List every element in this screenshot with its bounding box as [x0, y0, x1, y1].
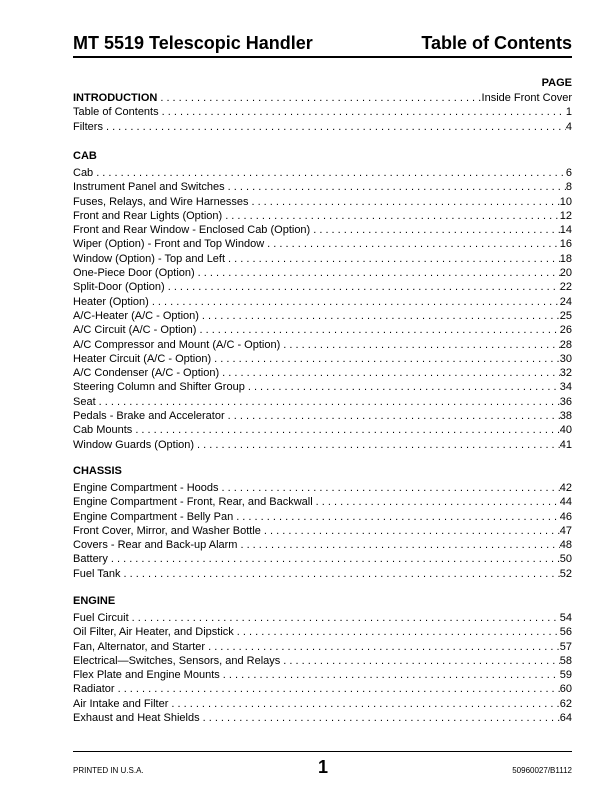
- dot-leader: [251, 195, 559, 209]
- toc-entry-page: 18: [559, 252, 572, 265]
- toc-entry[interactable]: [73, 495, 572, 509]
- toc-entry-label: A/C Circuit (A/C - Option): [73, 324, 197, 337]
- dot-leader: [132, 611, 560, 625]
- toc-entry[interactable]: [73, 423, 572, 437]
- toc-entry[interactable]: [73, 538, 572, 552]
- toc-entry[interactable]: [73, 438, 572, 452]
- footer-printed: PRINTED IN U.S.A.: [73, 766, 144, 775]
- toc-entry-page: 25: [559, 309, 572, 322]
- toc-entry-label: A/C Compressor and Mount (A/C - Option): [73, 338, 281, 351]
- dot-leader: [118, 682, 560, 696]
- toc-entry[interactable]: [73, 352, 572, 366]
- toc-intro: [73, 91, 572, 134]
- toc-entry-label: A/C Condenser (A/C - Option): [73, 367, 220, 380]
- toc-entry-label: Electrical—Switches, Sensors, and Relays: [73, 654, 281, 667]
- toc-entry-page: 59: [559, 669, 572, 682]
- toc-entry[interactable]: [73, 237, 572, 251]
- toc-entry[interactable]: [73, 552, 572, 566]
- dot-leader: [198, 266, 560, 280]
- toc-entry[interactable]: [73, 697, 572, 711]
- toc-entry-label: Seat: [73, 395, 96, 408]
- toc-entry-page: 22: [559, 281, 572, 294]
- toc-entry[interactable]: [73, 625, 572, 639]
- toc-entry-page: 14: [559, 224, 572, 237]
- toc-entry-label: Pedals - Brake and Accelerator: [73, 410, 225, 423]
- toc-entry-label: Wiper (Option) - Front and Top Window: [73, 238, 265, 251]
- section-heading: CHASSIS: [73, 465, 122, 477]
- toc-entry-label: Radiator: [73, 683, 115, 696]
- toc-entry-page: 52: [559, 567, 572, 580]
- toc-entry-label: Oil Filter, Air Heater, and Dipstick: [73, 626, 234, 639]
- toc-entry-label: INTRODUCTION: [73, 92, 158, 104]
- toc-entry-label: Fuel Circuit: [73, 612, 129, 624]
- toc-entry-page: 57: [559, 640, 572, 653]
- dot-leader: [283, 338, 560, 352]
- toc-entry[interactable]: [73, 91, 572, 105]
- toc-entry-page: 32: [559, 367, 572, 380]
- toc-entry[interactable]: [73, 105, 572, 119]
- toc-entry[interactable]: [73, 209, 572, 223]
- toc-entry-label: Battery: [73, 553, 108, 566]
- dot-leader: [106, 120, 566, 134]
- dot-leader: [96, 166, 566, 180]
- toc-entry-page: 46: [559, 510, 572, 523]
- dot-leader: [197, 438, 560, 452]
- dot-leader: [264, 524, 560, 538]
- toc-entry-page: 54: [559, 612, 572, 624]
- toc-entry-page: 62: [559, 697, 572, 710]
- toc-entry[interactable]: [73, 338, 572, 352]
- toc-entry-page: 24: [559, 295, 572, 308]
- toc-entry-label: Split-Door (Option): [73, 281, 165, 294]
- toc-entry-page: 36: [559, 395, 572, 408]
- toc-entry[interactable]: [73, 223, 572, 237]
- toc-entry-label: Front and Rear Window - Enclosed Cab (Option): [73, 224, 311, 237]
- toc-entry-page: 60: [559, 683, 572, 696]
- section-heading: ENGINE: [73, 595, 116, 607]
- toc-entry-page: 6: [565, 167, 572, 179]
- toc-entry-page: 8: [565, 181, 572, 194]
- page-number: 1: [318, 757, 329, 777]
- toc-entry-page: Inside Front Cover: [481, 92, 572, 104]
- toc-entry-page: 20: [559, 267, 572, 280]
- dot-leader: [228, 180, 566, 194]
- document-number: 50960027/B1112: [512, 766, 572, 775]
- toc-entry-page: 26: [559, 324, 572, 337]
- toc-entry-page: 30: [559, 352, 572, 365]
- toc-entry-label: Fuses, Relays, and Wire Harnesses: [73, 195, 249, 208]
- dot-leader: [248, 380, 560, 394]
- toc-entry-page: 41: [559, 438, 572, 451]
- dot-leader: [222, 481, 560, 495]
- toc-entry-label: Engine Compartment - Belly Pan: [73, 510, 234, 523]
- toc-entry[interactable]: [73, 524, 572, 538]
- dot-leader: [162, 105, 566, 119]
- toc-entry[interactable]: [73, 510, 572, 524]
- toc-entry-label: Window Guards (Option): [73, 438, 195, 451]
- dot-leader: [237, 625, 560, 639]
- dot-leader: [223, 668, 560, 682]
- toc-entry-label: Flex Plate and Engine Mounts: [73, 669, 220, 682]
- dot-leader: [313, 223, 560, 237]
- toc-entry-label: Exhaust and Heat Shields: [73, 712, 200, 725]
- toc-entry[interactable]: [73, 266, 572, 280]
- toc-entry-label: Cab Mounts: [73, 424, 133, 437]
- toc-entry-label: Front Cover, Mirror, and Washer Bottle: [73, 524, 261, 537]
- header-rule: [73, 56, 572, 58]
- dot-leader: [203, 711, 560, 725]
- dot-leader: [168, 280, 560, 294]
- toc-entry[interactable]: [73, 611, 572, 625]
- dot-leader: [99, 395, 560, 409]
- dot-leader: [240, 538, 559, 552]
- dot-leader: [267, 237, 560, 251]
- dot-leader: [171, 697, 559, 711]
- toc-entry-page: 28: [559, 338, 572, 351]
- toc-entry[interactable]: [73, 682, 572, 696]
- toc-section-chassis: [73, 465, 572, 581]
- toc-entry-page: 38: [559, 410, 572, 423]
- dot-leader: [152, 295, 560, 309]
- toc-entry[interactable]: [73, 195, 572, 209]
- toc-entry-label: Fan, Alternator, and Starter: [73, 640, 206, 653]
- toc-entry-page: 1: [565, 106, 572, 119]
- toc-section-cab: [73, 150, 572, 452]
- dot-leader: [225, 209, 560, 223]
- toc-entry-label: Air Intake and Filter: [73, 697, 169, 710]
- toc-entry-label: Cab: [73, 167, 94, 179]
- toc-entry-label: Instrument Panel and Switches: [73, 181, 225, 194]
- toc-entry-label: Fuel Tank: [73, 567, 121, 580]
- toc-entry[interactable]: [73, 654, 572, 668]
- document-title: MT 5519 Telescopic Handler: [73, 33, 313, 53]
- toc-entry[interactable]: [73, 481, 572, 495]
- toc-entry-page: 56: [559, 626, 572, 639]
- dot-leader: [208, 640, 560, 654]
- toc-entry-page: 42: [559, 482, 572, 494]
- toc-entry[interactable]: [73, 180, 572, 194]
- toc-entry-page: 4: [565, 120, 572, 133]
- toc-entry-label: Front and Rear Lights (Option): [73, 209, 223, 222]
- toc-entry[interactable]: [73, 668, 572, 682]
- toc-entry[interactable]: [73, 295, 572, 309]
- toc-entry[interactable]: [73, 323, 572, 337]
- toc-entry-page: 64: [559, 712, 572, 725]
- toc-entry[interactable]: [73, 567, 572, 581]
- dot-leader: [160, 91, 481, 105]
- dot-leader: [214, 352, 560, 366]
- dot-leader: [222, 366, 560, 380]
- toc-entry-label: Covers - Rear and Back-up Alarm: [73, 539, 238, 552]
- toc-entry-label: Heater (Option): [73, 295, 149, 308]
- section-title: Table of Contents: [421, 33, 572, 53]
- dot-leader: [236, 510, 560, 524]
- toc-entry[interactable]: [73, 395, 572, 409]
- dot-leader: [283, 654, 560, 668]
- toc-entry-page: 48: [559, 539, 572, 552]
- toc-entry[interactable]: [73, 252, 572, 266]
- toc-section-engine: [73, 595, 572, 725]
- toc-entry[interactable]: [73, 409, 572, 423]
- dot-leader: [228, 252, 560, 266]
- dot-leader: [199, 323, 559, 337]
- toc-entry-page: 16: [559, 238, 572, 251]
- toc-entry-page: 10: [559, 195, 572, 208]
- toc-entry[interactable]: [73, 280, 572, 294]
- dot-leader: [202, 309, 560, 323]
- dot-leader: [316, 495, 560, 509]
- toc-entry[interactable]: [73, 120, 572, 134]
- toc-entry-label: Filters: [73, 120, 103, 133]
- toc-entry-page: 44: [559, 496, 572, 509]
- toc-entry[interactable]: [73, 380, 572, 394]
- toc-entry-page: 58: [559, 654, 572, 667]
- toc-entry-page: 50: [559, 553, 572, 566]
- toc-entry-label: Steering Column and Shifter Group: [73, 381, 245, 394]
- toc-entry[interactable]: [73, 711, 572, 725]
- toc-entry[interactable]: [73, 309, 572, 323]
- footer-rule: [73, 751, 572, 752]
- dot-leader: [228, 409, 560, 423]
- toc-entry-label: A/C-Heater (A/C - Option): [73, 309, 199, 322]
- toc-entry-label: One-Piece Door (Option): [73, 267, 195, 280]
- toc-entry-page: 34: [559, 381, 572, 394]
- toc-entry-page: 40: [559, 424, 572, 437]
- toc-entry-label: Heater Circuit (A/C - Option): [73, 352, 212, 365]
- section-heading: CAB: [73, 150, 97, 162]
- dot-leader: [135, 423, 559, 437]
- toc-entry-label: Window (Option) - Top and Left: [73, 252, 226, 265]
- dot-leader: [124, 567, 560, 581]
- toc-entry[interactable]: [73, 166, 572, 180]
- toc-entry[interactable]: [73, 640, 572, 654]
- toc-entry-label: Table of Contents: [73, 106, 159, 119]
- toc-entry-label: Engine Compartment - Hoods: [73, 482, 219, 494]
- dot-leader: [111, 552, 560, 566]
- toc-entry-page: 12: [559, 209, 572, 222]
- toc-entry-label: Engine Compartment - Front, Rear, and Backwall: [73, 496, 313, 509]
- page-column-label: PAGE: [541, 77, 572, 89]
- toc-entry[interactable]: [73, 366, 572, 380]
- toc-entry-page: 47: [559, 524, 572, 537]
